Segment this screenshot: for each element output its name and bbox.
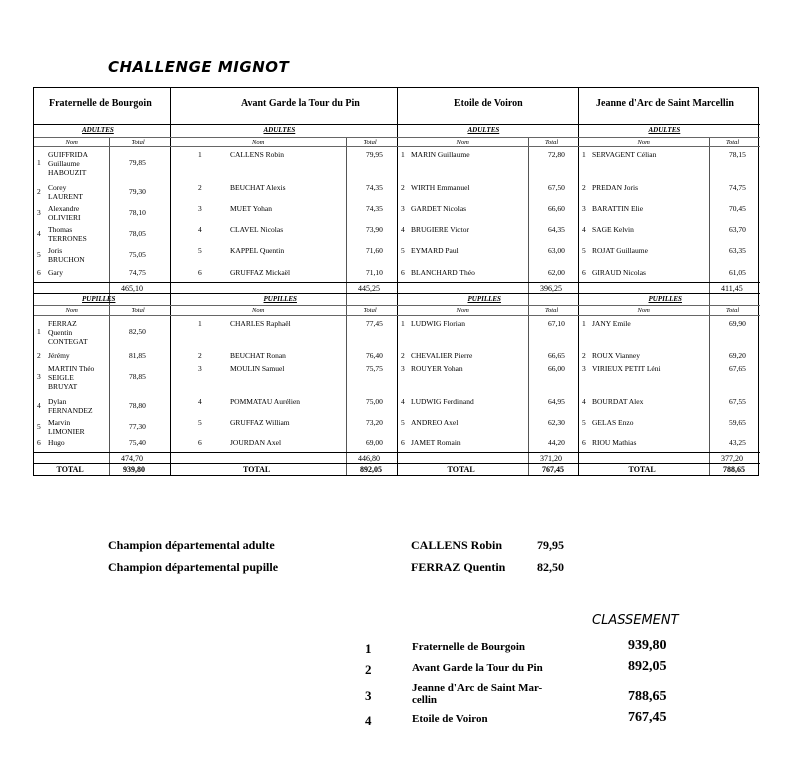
column-divider <box>109 137 110 475</box>
participant-name: SAGE Kelvin <box>592 225 634 234</box>
participant-rank: 1 <box>582 319 586 328</box>
participant-name: RIOU Mathias <box>592 438 637 447</box>
participant-rank: 3 <box>37 372 41 381</box>
participant-name: KAPPEL Quentin <box>230 246 285 255</box>
participant-rank: 1 <box>401 150 405 159</box>
participant-rank: 4 <box>401 225 405 234</box>
participant-name: GRUFFAZ William <box>230 418 290 427</box>
participant-name: CALLENS Robin <box>230 150 284 159</box>
participant-rank: 5 <box>401 246 405 255</box>
section-label-pupilles: PUPILLES <box>82 295 116 303</box>
column-header-total: Total <box>726 139 740 146</box>
column-header-total: Total <box>363 307 377 314</box>
column-header-nom: Nom <box>637 307 650 314</box>
participant-rank: 6 <box>401 268 405 277</box>
participant-rank: 2 <box>198 351 202 360</box>
participant-rank: 4 <box>401 397 405 406</box>
participant-name: MARIN Guillaume <box>411 150 470 159</box>
total-label: TOTAL <box>243 465 271 474</box>
participant-rank: 4 <box>198 397 202 406</box>
classement-rank: 1 <box>365 641 372 656</box>
pupilles-subtotal: 371,20 <box>540 454 562 463</box>
section-label-adultes: ADULTES <box>263 126 296 134</box>
participant-score: 69,90 <box>729 319 746 328</box>
column-header-total: Total <box>726 307 740 314</box>
row-divider <box>34 282 760 283</box>
participant-rank: 5 <box>198 246 202 255</box>
classement-club: Avant Garde la Tour du Pin <box>412 662 543 674</box>
participant-score: 67,50 <box>548 183 565 192</box>
participant-rank: 3 <box>401 364 405 373</box>
column-header-nom: Nom <box>637 139 650 146</box>
participant-score: 75,75 <box>366 364 383 373</box>
total-label: TOTAL <box>56 465 84 474</box>
row-divider <box>34 146 760 147</box>
participant-name: GUIFFRIDA Guillaume HABOUZIT <box>48 150 89 177</box>
column-header-total: Total <box>131 307 145 314</box>
participant-name: Hugo <box>48 438 65 447</box>
participant-name: ANDREO Axel <box>411 418 459 427</box>
classement-rank: 2 <box>365 662 372 677</box>
participant-name: BOURDAT Alex <box>592 397 644 406</box>
participant-name: CHARLES Raphaël <box>230 319 291 328</box>
participant-name: CLAVEL Nicolas <box>230 225 284 234</box>
total-label: TOTAL <box>447 465 475 474</box>
participant-rank: 3 <box>198 364 202 373</box>
participant-name: MARTIN Théo SEIGLE BRUYAT <box>48 364 95 391</box>
participant-rank: 4 <box>37 229 41 238</box>
adultes-subtotal: 411,45 <box>721 284 743 293</box>
champion-adulte-name: CALLENS Robin <box>411 538 503 552</box>
participant-rank: 3 <box>37 208 41 217</box>
club-header-fraternelle: Fraternelle de Bourgoin <box>49 98 152 109</box>
participant-name: MUET Yohan <box>230 204 272 213</box>
participant-score: 72,80 <box>548 150 565 159</box>
column-header-nom: Nom <box>456 139 469 146</box>
participant-name: GRUFFAZ Mickaël <box>230 268 291 277</box>
participant-name: GIRAUD Nicolas <box>592 268 646 277</box>
participant-name: BRUGIERE Victor <box>411 225 469 234</box>
participant-score: 64,95 <box>548 397 565 406</box>
participant-score: 74,35 <box>366 183 383 192</box>
grand-total: 939,80 <box>123 465 145 474</box>
classement-score: 767,45 <box>628 710 667 725</box>
champion-adulte-score: 79,95 <box>537 538 564 552</box>
participant-rank: 5 <box>582 418 586 427</box>
participant-rank: 2 <box>37 187 41 196</box>
participant-name: FERRAZ Quentin CONTEGAT <box>48 319 88 346</box>
participant-rank: 2 <box>401 351 405 360</box>
participant-rank: 4 <box>582 397 586 406</box>
participant-name: MOULIN Samuel <box>230 364 285 373</box>
column-divider <box>709 137 710 475</box>
document-title: CHALLENGE MIGNOT <box>108 58 290 76</box>
participant-rank: 6 <box>582 438 586 447</box>
participant-rank: 6 <box>198 438 202 447</box>
participant-name: Jérémy <box>48 351 70 360</box>
participant-rank: 6 <box>37 438 41 447</box>
participant-name: ROUX Vianney <box>592 351 640 360</box>
participant-score: 67,55 <box>729 397 746 406</box>
participant-name: BLANCHARD Théo <box>411 268 475 277</box>
participant-rank: 2 <box>198 183 202 192</box>
column-header-total: Total <box>363 139 377 146</box>
participant-name: SERVAGENT Célian <box>592 150 657 159</box>
row-divider <box>34 305 760 306</box>
participant-score: 43,25 <box>729 438 746 447</box>
participant-rank: 1 <box>582 150 586 159</box>
participant-score: 66,65 <box>548 351 565 360</box>
participant-name: LUDWIG Florian <box>411 319 465 328</box>
participant-score: 71,10 <box>366 268 383 277</box>
participant-rank: 1 <box>37 327 41 336</box>
participant-name: JAMET Romain <box>411 438 461 447</box>
participant-rank: 4 <box>198 225 202 234</box>
participant-score: 66,60 <box>548 204 565 213</box>
participant-name: Corey LAURENT <box>48 183 83 201</box>
row-divider <box>34 124 760 125</box>
participant-name: Thomas TERRONES <box>48 225 87 243</box>
participant-score: 74,75 <box>729 183 746 192</box>
row-divider <box>34 137 760 138</box>
row-divider <box>34 315 760 316</box>
column-header-nom: Nom <box>65 139 78 146</box>
participant-rank: 3 <box>582 204 586 213</box>
participant-rank: 2 <box>582 183 586 192</box>
participant-name: WIRTH Emmanuel <box>411 183 470 192</box>
section-label-pupilles: PUPILLES <box>263 295 297 303</box>
participant-name: Joris BRUCHON <box>48 246 85 264</box>
champion-pupille-score: 82,50 <box>537 560 564 574</box>
participant-rank: 5 <box>198 418 202 427</box>
club-header-jeanne: Jeanne d'Arc de Saint Marcellin <box>596 98 734 109</box>
row-divider <box>34 463 760 464</box>
club-header-avantgarde: Avant Garde la Tour du Pin <box>241 98 360 109</box>
participant-score: 67,10 <box>548 319 565 328</box>
participant-score: 78,80 <box>129 401 146 410</box>
grand-total: 892,05 <box>360 465 382 474</box>
participant-name: Dylan FERNANDEZ <box>48 397 93 415</box>
adultes-subtotal: 445,25 <box>358 284 380 293</box>
participant-rank: 2 <box>401 183 405 192</box>
participant-score: 73,20 <box>366 418 383 427</box>
participant-rank: 5 <box>37 422 41 431</box>
participant-score: 82,50 <box>129 327 146 336</box>
participant-score: 74,75 <box>129 268 146 277</box>
participant-rank: 5 <box>401 418 405 427</box>
classement-rank: 3 <box>365 688 372 703</box>
champion-pupille-name: FERRAZ Quentin <box>411 560 506 574</box>
participant-rank: 4 <box>37 401 41 410</box>
participant-name: POMMATAU Aurélien <box>230 397 301 406</box>
participant-score: 70,45 <box>729 204 746 213</box>
participant-score: 44,20 <box>548 438 565 447</box>
participant-score: 76,40 <box>366 351 383 360</box>
participant-name: VIRIEUX PETIT Léni <box>592 364 661 373</box>
participant-score: 78,10 <box>129 208 146 217</box>
results-table <box>33 87 759 476</box>
participant-rank: 1 <box>198 319 202 328</box>
participant-score: 75,00 <box>366 397 383 406</box>
column-header-total: Total <box>545 307 559 314</box>
section-label-adultes: ADULTES <box>648 126 681 134</box>
participant-score: 64,35 <box>548 225 565 234</box>
participant-score: 79,85 <box>129 158 146 167</box>
adultes-subtotal: 396,25 <box>540 284 562 293</box>
participant-name: LUDWIG Ferdinand <box>411 397 474 406</box>
participant-score: 69,00 <box>366 438 383 447</box>
classement-club: Etoile de Voiron <box>412 713 488 725</box>
column-header-nom: Nom <box>65 307 78 314</box>
participant-score: 78,85 <box>129 372 146 381</box>
participant-score: 61,05 <box>729 268 746 277</box>
participant-score: 75,40 <box>129 438 146 447</box>
participant-name: BEUCHAT Ronan <box>230 351 286 360</box>
participant-score: 63,70 <box>729 225 746 234</box>
participant-score: 69,20 <box>729 351 746 360</box>
column-header-total: Total <box>545 139 559 146</box>
participant-score: 59,65 <box>729 418 746 427</box>
champion-adulte-label: Champion départemental adulte <box>108 538 275 552</box>
participant-score: 62,30 <box>548 418 565 427</box>
participant-score: 73,90 <box>366 225 383 234</box>
participant-score: 81,85 <box>129 351 146 360</box>
column-divider <box>346 137 347 475</box>
section-label-pupilles: PUPILLES <box>467 295 501 303</box>
participant-score: 74,35 <box>366 204 383 213</box>
row-divider <box>34 293 760 294</box>
participant-rank: 1 <box>198 150 202 159</box>
participant-name: JANY Emile <box>592 319 631 328</box>
participant-rank: 2 <box>582 351 586 360</box>
participant-rank: 6 <box>401 438 405 447</box>
classement-score: 939,80 <box>628 638 667 653</box>
participant-score: 62,00 <box>548 268 565 277</box>
column-header-nom: Nom <box>456 307 469 314</box>
classement-rank: 4 <box>365 713 372 728</box>
participant-name: GARDET Nicolas <box>411 204 467 213</box>
classement-club: Jeanne d'Arc de Saint Mar- cellin <box>412 682 543 706</box>
participant-score: 71,60 <box>366 246 383 255</box>
participant-name: Marvin LIMONIER <box>48 418 85 436</box>
pupilles-subtotal: 377,20 <box>721 454 743 463</box>
participant-name: EYMARD Paul <box>411 246 459 255</box>
participant-score: 66,00 <box>548 364 565 373</box>
participant-name: JOURDAN Axel <box>230 438 282 447</box>
participant-rank: 6 <box>37 268 41 277</box>
column-header-nom: Nom <box>252 307 265 314</box>
participant-name: GELAS Enzo <box>592 418 634 427</box>
participant-rank: 3 <box>401 204 405 213</box>
total-label: TOTAL <box>628 465 656 474</box>
participant-score: 77,45 <box>366 319 383 328</box>
participant-name: BARATTIN Elie <box>592 204 644 213</box>
participant-score: 78,05 <box>129 229 146 238</box>
participant-score: 77,30 <box>129 422 146 431</box>
section-label-adultes: ADULTES <box>467 126 500 134</box>
participant-score: 78,15 <box>729 150 746 159</box>
section-label-pupilles: PUPILLES <box>648 295 682 303</box>
participant-name: ROUYER Yohan <box>411 364 463 373</box>
classement-score: 788,65 <box>628 689 667 704</box>
participant-name: ROJAT Guillaume <box>592 246 648 255</box>
grand-total: 788,65 <box>723 465 745 474</box>
participant-score: 75,05 <box>129 250 146 259</box>
participant-rank: 4 <box>582 225 586 234</box>
classement-club: Fraternelle de Bourgoin <box>412 641 526 653</box>
participant-rank: 5 <box>582 246 586 255</box>
participant-rank: 1 <box>37 158 41 167</box>
participant-score: 63,35 <box>729 246 746 255</box>
section-label-adultes: ADULTES <box>82 126 114 134</box>
participant-rank: 3 <box>582 364 586 373</box>
column-header-total: Total <box>131 139 145 146</box>
row-divider <box>34 452 760 453</box>
participant-rank: 6 <box>198 268 202 277</box>
participant-rank: 3 <box>198 204 202 213</box>
classement-title: CLASSEMENT <box>592 613 679 628</box>
participant-score: 79,95 <box>366 150 383 159</box>
pupilles-subtotal: 446,80 <box>358 454 380 463</box>
participant-rank: 2 <box>37 351 41 360</box>
column-header-nom: Nom <box>252 139 265 146</box>
classement-score: 892,05 <box>628 659 667 674</box>
club-header-etoile: Etoile de Voiron <box>454 98 523 109</box>
adultes-subtotal: 465,10 <box>121 284 143 293</box>
participant-rank: 6 <box>582 268 586 277</box>
participant-name: PREDAN Joris <box>592 183 639 192</box>
participant-name: BEUCHAT Alexis <box>230 183 286 192</box>
participant-name: Alexandre OLIVIERI <box>48 204 81 222</box>
champion-pupille-label: Champion départemental pupille <box>108 560 279 574</box>
participant-rank: 1 <box>401 319 405 328</box>
participant-name: Gary <box>48 268 63 277</box>
participant-rank: 5 <box>37 250 41 259</box>
participant-score: 67,65 <box>729 364 746 373</box>
participant-name: CHEVALIER Pierre <box>411 351 473 360</box>
column-divider <box>528 137 529 475</box>
participant-score: 63,00 <box>548 246 565 255</box>
grand-total: 767,45 <box>542 465 564 474</box>
pupilles-subtotal: 474,70 <box>121 454 143 463</box>
participant-score: 79,30 <box>129 187 146 196</box>
